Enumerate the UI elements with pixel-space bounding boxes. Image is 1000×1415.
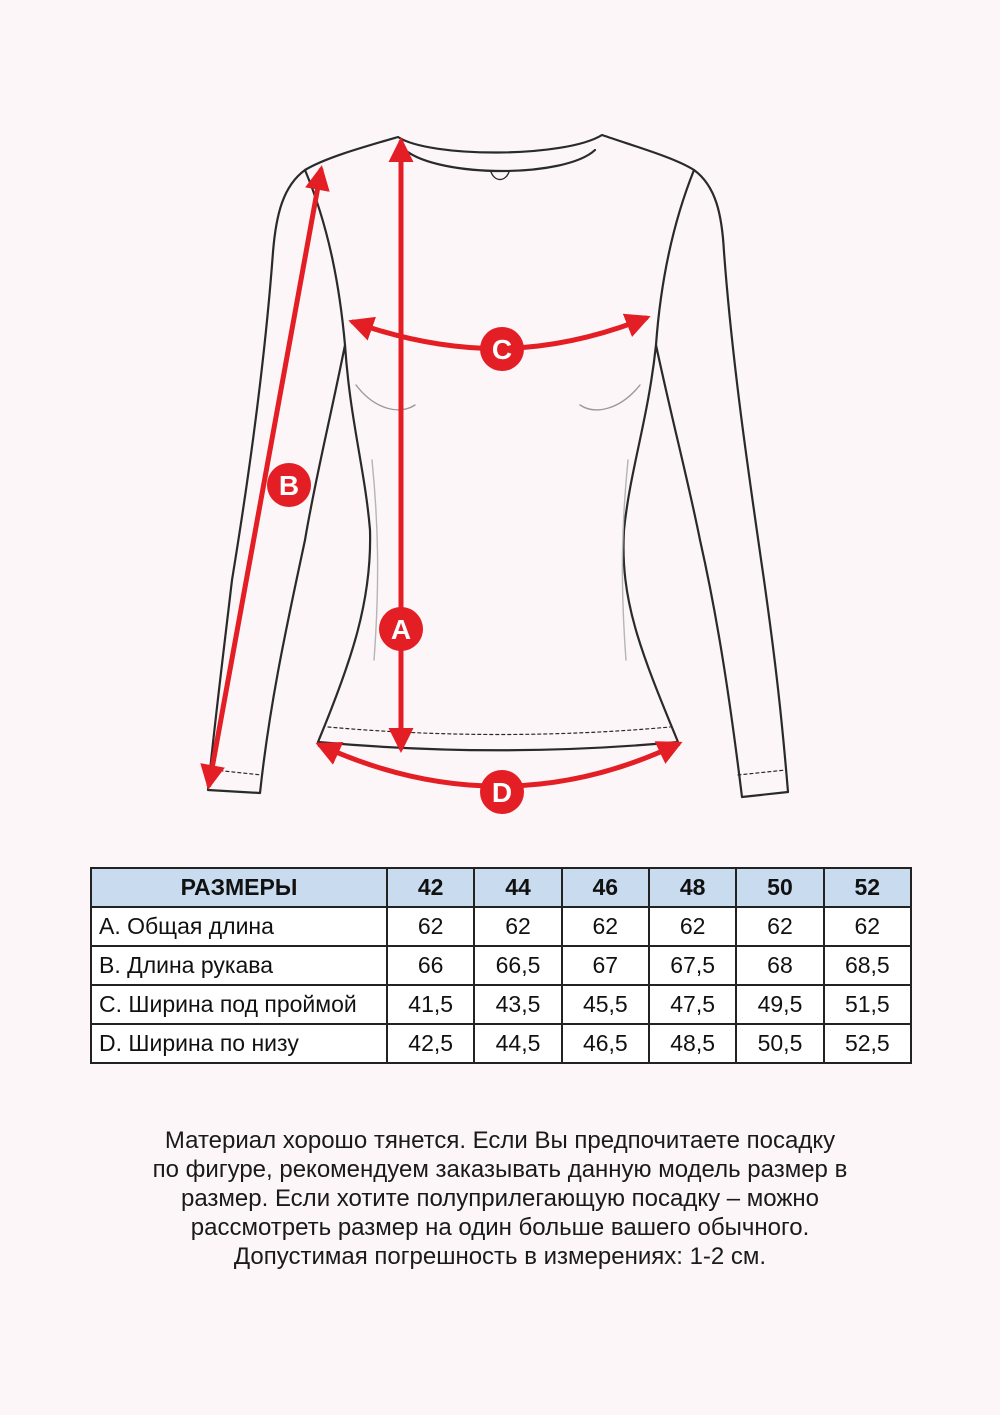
note-line: Допустимая погрешность в измерениях: 1-2 см. [233,1243,767,1270]
marker-A [379,607,423,651]
size-header: 52 [824,868,911,907]
marker-C [480,327,524,371]
size-table [90,867,912,1064]
table-cell: 68 [736,946,823,985]
row-label: A. Общая длина [91,907,387,946]
marker-D [480,770,524,814]
table-cell: 67,5 [649,946,736,985]
table-row [91,985,911,1024]
table-cell: 62 [736,907,823,946]
size-header: 48 [649,868,736,907]
table-cell: 48,5 [649,1024,736,1063]
measurement-arrows [209,142,678,786]
note-line: рассмотреть размер на один больше вашего обычного. [190,1214,810,1241]
marker-B [267,463,311,507]
note-line: Материал хорошо тянется. Если Вы предпочитаете посадку [164,1127,836,1154]
table-cell: 43,5 [474,985,561,1024]
size-header: 42 [387,868,474,907]
fit-note [60,1126,940,1271]
table-cell: 66,5 [474,946,561,985]
table-cell: 67 [562,946,649,985]
note-line: по фигуре, рекомендуем заказывать данную модель размер в [152,1156,848,1183]
table-cell: 41,5 [387,985,474,1024]
table-cell: 49,5 [736,985,823,1024]
table-cell: 51,5 [824,985,911,1024]
svg-text:A: A [390,614,412,645]
size-header: 46 [562,868,649,907]
svg-text:D: D [491,777,513,808]
row-label: C. Ширина под проймой [91,985,387,1024]
table-cell: 62 [562,907,649,946]
svg-text:C: C [491,334,513,365]
table-cell: 66 [387,946,474,985]
header-label: РАЗМЕРЫ [91,868,387,907]
table-cell: 68,5 [824,946,911,985]
table-cell: 62 [649,907,736,946]
size-table-header [91,868,911,907]
table-cell: 47,5 [649,985,736,1024]
table-cell: 52,5 [824,1024,911,1063]
table-cell: 46,5 [562,1024,649,1063]
table-cell: 62 [387,907,474,946]
table-cell: 62 [824,907,911,946]
table-cell: 50,5 [736,1024,823,1063]
table-cell: 62 [474,907,561,946]
size-header: 50 [736,868,823,907]
table-cell: 42,5 [387,1024,474,1063]
row-label: D. Ширина по низу [91,1024,387,1063]
table-row [91,907,911,946]
svg-text:B: B [278,470,300,501]
table-cell: 45,5 [562,985,649,1024]
table-row [91,1024,911,1063]
note-line: размер. Если хотите полуприлегающую посадку – можно [180,1185,820,1212]
table-cell: 44,5 [474,1024,561,1063]
row-label: B. Длина рукава [91,946,387,985]
table-row [91,946,911,985]
size-header: 44 [474,868,561,907]
